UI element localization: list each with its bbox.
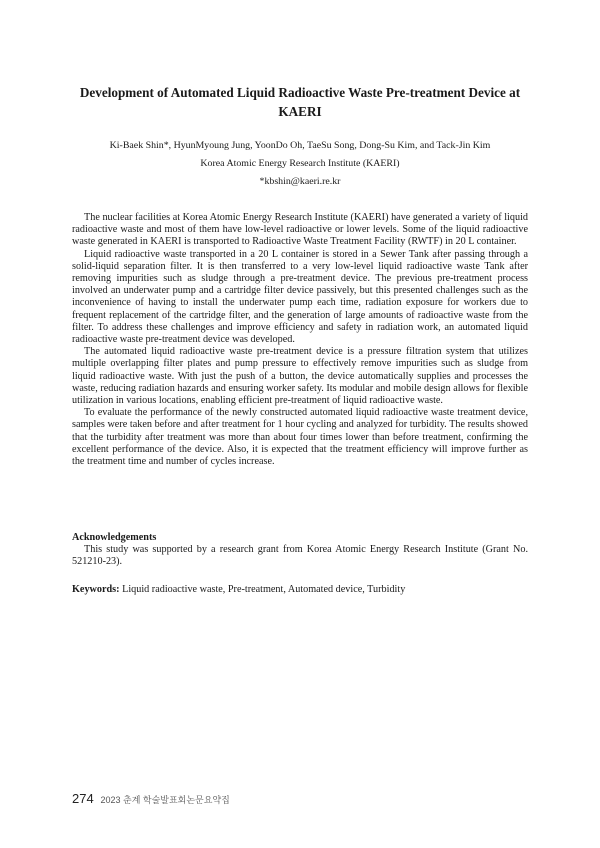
keywords-list: Liquid radioactive waste, Pre-treatment, Automated device, Turbidity <box>122 584 406 595</box>
keywords-line <box>72 584 528 596</box>
conference-name: 2023 춘계 학술발표회논문요약집 <box>100 795 230 805</box>
body-paragraph-4: To evaluate the performance of the newly constructed automated liquid radioactive waste treatment device, samples were taken before and after treatment for 1 hour cycling and analyzed for turbidity. The results showed that the turbidity after treatment was more than about four times lower than before treatment, confirming the excellent performance of the device. Also, it is expected that the treatment efficiency will improve further as the treatment time and number of cycles increase. <box>72 407 528 468</box>
paper-title: Development of Automated Liquid Radioactive Waste Pre-treatment Device at KAERI <box>79 85 521 119</box>
affiliation: Korea Atomic Energy Research Institute (KAERI) <box>200 158 400 169</box>
acknowledgements-heading: Acknowledgements <box>72 532 157 543</box>
body-paragraph-1: The nuclear facilities at Korea Atomic Energy Research Institute (KAERI) have generated a variety of liquid radioactive waste and most of them have low-level radioactive or lower levels. Some of the liquid radioactive waste generated in KAERI is transported to Radioactive Waste Treatment Facility (RWTF) in 20 L container. <box>72 212 528 248</box>
abstract-body <box>72 212 528 468</box>
body-paragraph-3: The automated liquid radioactive waste pre-treatment device is a pressure filtration system that utilizes multiple overlapping filter plates and pump pressure to effectively remove impurities such as sludge from liquid radioactive waste. With just the push of a button, the device automatically supplies and processes the waste, reducing radiation hazards and ensuring worker safety. Its modular and mobile design allows for flexible utilization in various locations, enabling efficient pre-treatment of liquid radioactive waste. <box>72 346 528 407</box>
acknowledgements-text: This study was supported by a research grant from Korea Atomic Energy Research Institute (Grant No. 521210-23). <box>72 544 528 568</box>
page-footer <box>72 792 230 808</box>
acknowledgements-section <box>72 532 528 569</box>
keywords-label: Keywords: <box>72 584 120 595</box>
body-paragraph-2: Liquid radioactive waste transported in a 20 L container is stored in a Sewer Tank after passing through a solid-liquid separation filter. It is then transferred to a very low-level liquid radioactive waste Tank after removing impurities such as sludge through a pre-treatment device. The previous pre-treatment process involved an underwater pump and a cartridge filter device passively, but this presented challenges such as the inconvenience of having to install the underwater pump each time, radiation exposure for workers due to frequent replacement of the cartridge filter, and the generation of large amounts of radioactive waste from the filter. To address these challenges and improve efficiency and safety in radiation work, an automated liquid radioactive waste pre-treatment device was developed. <box>72 248 528 346</box>
contact-email: *kbshin@kaeri.re.kr <box>259 176 341 187</box>
author-list: Ki-Baek Shin*, HyunMyoung Jung, YoonDo Oh, TaeSu Song, Dong-Su Kim, and Tack-Jin Kim <box>109 140 491 151</box>
page-number: 274 <box>72 791 94 806</box>
